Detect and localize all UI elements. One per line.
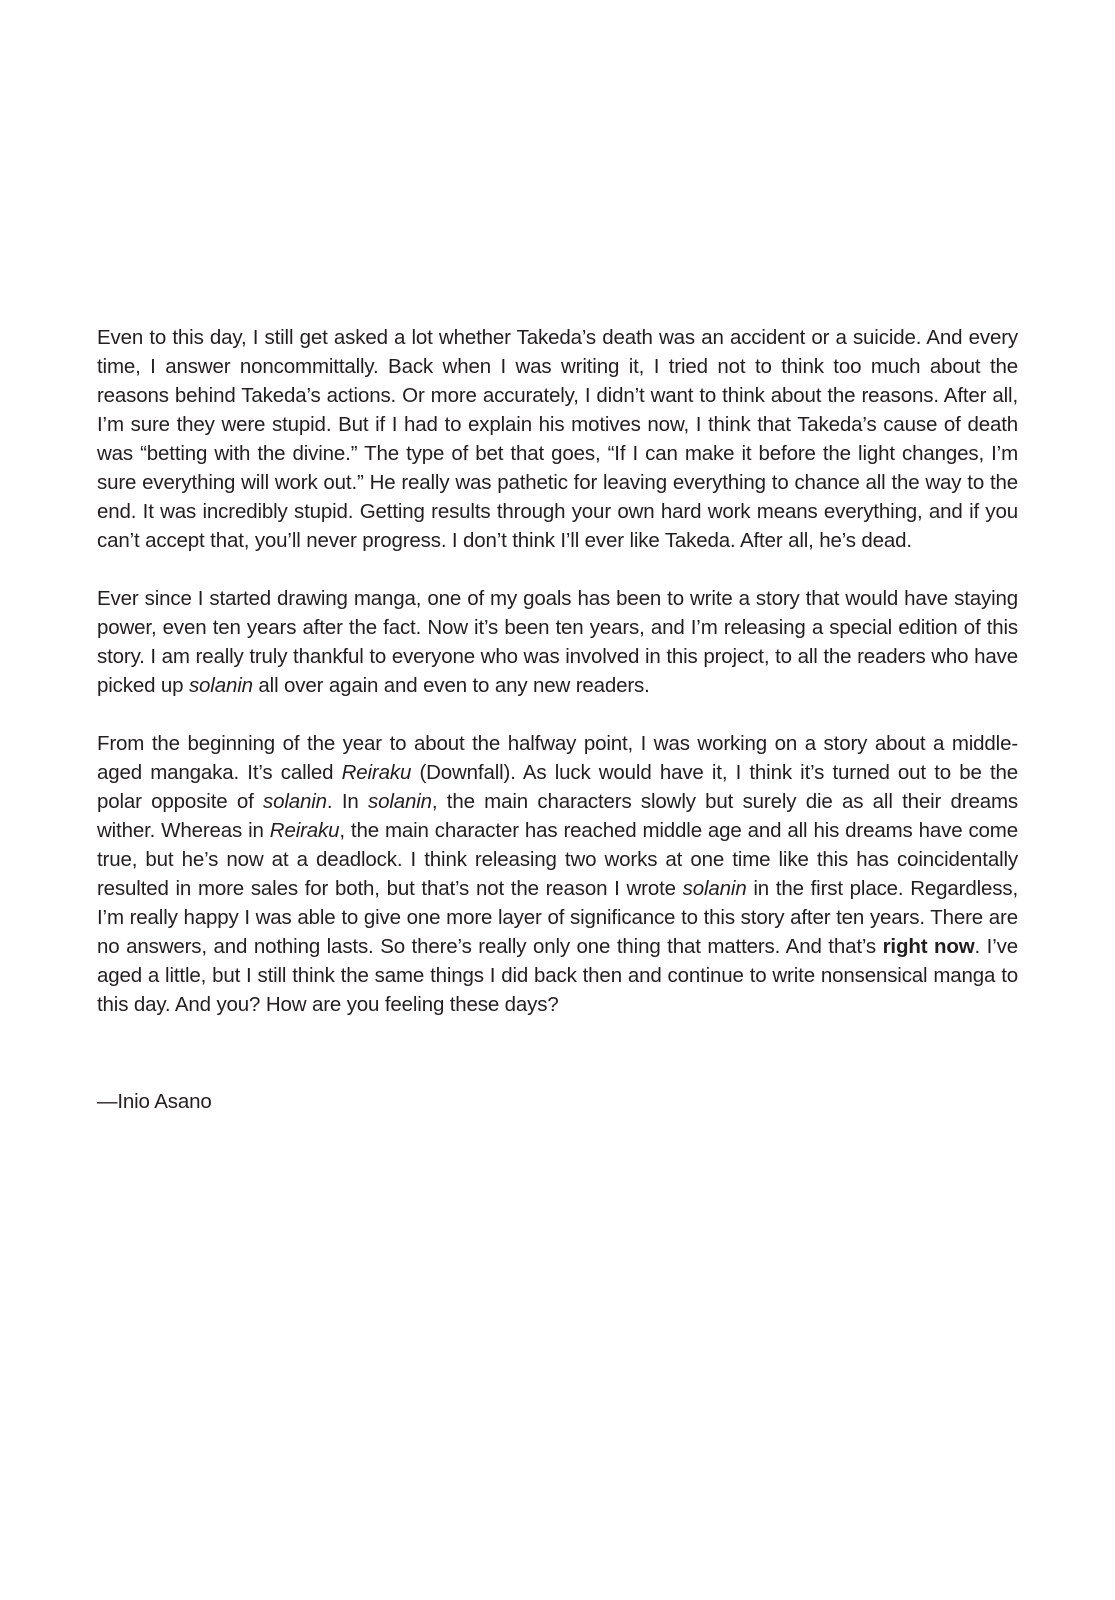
text-segment-normal: . In: [326, 790, 368, 813]
afterword-paragraph: [97, 584, 1018, 700]
author-signature: —Inio Asano: [97, 1090, 212, 1113]
text-segment-italic: Reiraku: [269, 819, 340, 842]
text-segment-italic: Reiraku: [341, 761, 412, 784]
text-segment-normal: all over again and even to any new readers.: [252, 674, 650, 697]
text-segment-normal: (Downfall). As luck would have it, I think it’s turned out to be the polar opposite of: [97, 761, 1018, 813]
text-segment-italic: solanin: [188, 674, 253, 697]
text-segment-normal: Ever since I started drawing manga, one of my goals has been to write a story that would have staying power, even ten years after the fact. Now it’s been ten years, and I’m releasing a special edition of this story. I am really truly thankful to everyone who was involved in this project, to all the readers who have picked up: [97, 587, 1018, 697]
text-segment-normal: Even to this day, I still get asked a lot whether Takeda’s death was an accident or a suicide. And every time, I answer noncommittally. Back when I was writing it, I tried not to think too much about the reasons behind Takeda’s actions. Or more accurately, I didn’t want to think about the reasons. After all, I’m sure they were stupid. But if I had to explain his motives now, I think that Takeda’s cause of death was “betting with the divine.” The type of bet that goes, “If I can make it before the light changes, I’m sure everything will work out.” He really was pathetic for leaving everything to chance all the way to the end. It was incredibly stupid. Getting results through your own hard work means everything, and if you can’t accept that, you’ll never progress. I don’t think I’ll ever like Takeda. After all, he’s dead.: [97, 326, 1018, 552]
text-segment-normal: From the beginning of the year to about the halfway point, I was working on a story about a middle-aged mangaka. It’s called: [97, 732, 1018, 784]
text-segment-normal: in the first place. Regardless, I’m really happy I was able to give one more layer of significance to this story after ten years. There are no answers, and nothing lasts. So there’s really only one thing that matters. And that’s: [97, 877, 1018, 958]
text-segment-normal: , the main characters slowly but surely die as all their dreams wither. Whereas in: [97, 790, 1019, 842]
text-segment-italic: solanin: [367, 790, 432, 813]
afterword-paragraph: [97, 729, 1018, 1019]
text-segment-bold: right now: [882, 935, 975, 958]
text-segment-italic: solanin: [682, 877, 747, 900]
text-segment-italic: solanin: [263, 790, 327, 813]
text-segment-normal: , the main character has reached middle age and all his dreams have come true, but he’s now at a deadlock. I think releasing two works at one time like this has coincidentally resulted in more sales for both, but that’s not the reason I wrote: [97, 819, 1018, 900]
text-segment-normal: . I’ve aged a little, but I still think the same things I did back then and continue to write nonsensical manga to this day. And you? How are you feeling these days?: [97, 935, 1018, 1016]
afterword-text-block: [97, 323, 1018, 1019]
afterword-paragraph: [97, 323, 1018, 555]
